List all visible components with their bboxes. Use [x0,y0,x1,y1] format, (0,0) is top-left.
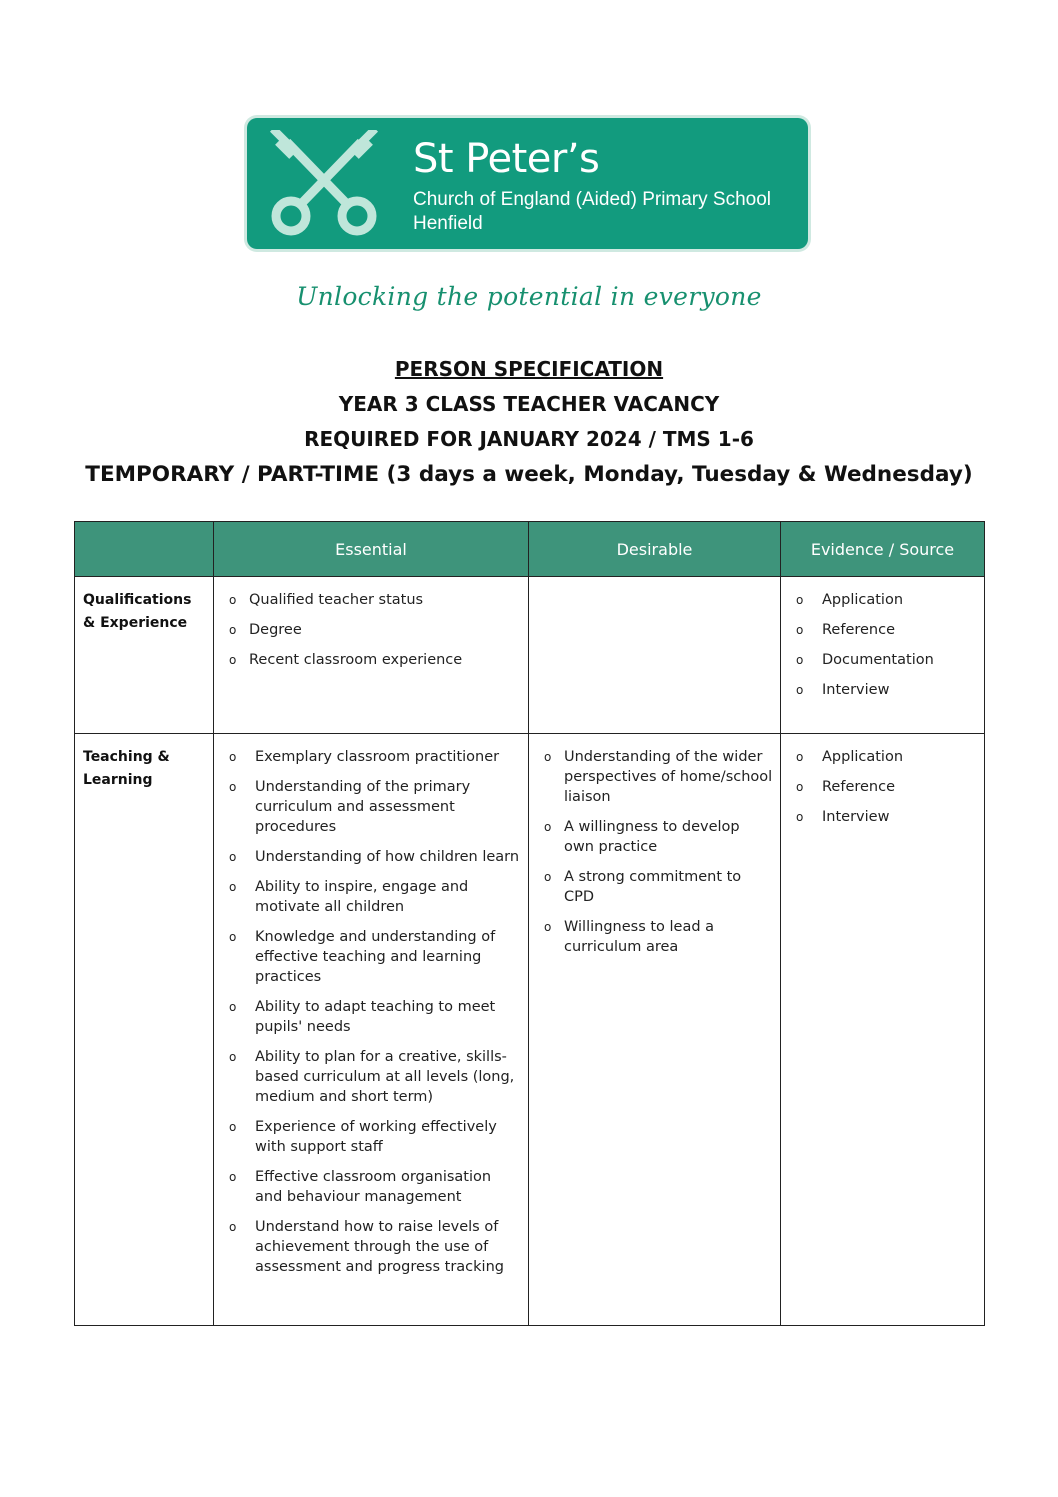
list-item: o Effective classroom organisation and behaviour management [220,1167,522,1207]
evidence-cell [781,734,985,1326]
table-row [75,577,985,734]
list-item: o Understanding of the wider perspectives of home/school liaison [535,747,774,807]
essential-cell [214,577,529,734]
table-header-row [75,522,985,577]
list-item: o Qualified teacher status [220,590,522,610]
list-item: o Ability to adapt teaching to meet pupils' needs [220,997,522,1037]
list-item: o Interview [787,680,978,700]
evidence-list [787,747,978,827]
list-item: o Recent classroom experience [220,650,522,670]
evidence-list [787,590,978,700]
essential-list [220,747,522,1277]
vacancy-start: REQUIRED FOR JANUARY 2024 / TMS 1-6 [304,427,754,451]
list-item: o Knowledge and understanding of effective teaching and learning practices [220,927,522,987]
list-item: o Documentation [787,650,978,670]
list-item: o Ability to plan for a creative, skills-based curriculum at all levels (long, medium and short term) [220,1047,522,1107]
list-item: o Degree [220,620,522,640]
header-blank [75,522,214,577]
doc-title: PERSON SPECIFICATION [394,357,664,381]
row-label: Qualifications & Experience [75,577,214,734]
list-item: o Ability to inspire, engage and motivate all children [220,877,522,917]
list-item: o Application [787,590,978,610]
table-row [75,734,985,1326]
vacancy-title: YEAR 3 CLASS TEACHER VACANCY [338,392,720,416]
header-evidence: Evidence / Source [781,522,985,577]
header-desirable: Desirable [529,522,781,577]
desirable-cell [529,577,781,734]
school-location: Henfield [413,213,483,234]
essential-list [220,590,522,670]
desirable-list [535,747,774,957]
school-name: St Peter’s [413,136,600,182]
list-item: o A willingness to develop own practice [535,817,774,857]
header-essential: Essential [214,522,529,577]
essential-cell [214,734,529,1326]
desirable-cell [529,734,781,1326]
list-item: o Reference [787,620,978,640]
list-item: o Exemplary classroom practitioner [220,747,522,767]
list-item: o Understanding of the primary curriculum and assessment procedures [220,777,522,837]
list-item: o Application [787,747,978,767]
list-item: o Understand how to raise levels of achievement through the use of assessment and progress tracking [220,1217,522,1277]
document-headings [0,352,1058,492]
row-label: Teaching & Learning [75,734,214,1326]
list-item: o Experience of working effectively with support staff [220,1117,522,1157]
list-item: o A strong commitment to CPD [535,867,774,907]
evidence-cell [781,577,985,734]
school-logo [247,118,808,249]
school-subtitle: Church of England (Aided) Primary School [413,189,772,210]
person-spec-table [74,521,985,1326]
list-item: o Interview [787,807,978,827]
list-item: o Understanding of how children learn [220,847,522,867]
vacancy-terms: TEMPORARY / PART-TIME (3 days a week, Monday, Tuesday & Wednesday) [85,462,973,487]
school-motto: Unlocking the potential in everyone [296,282,762,311]
list-item: o Willingness to lead a curriculum area [535,917,774,957]
crossed-keys-icon [265,130,385,240]
list-item: o Reference [787,777,978,797]
